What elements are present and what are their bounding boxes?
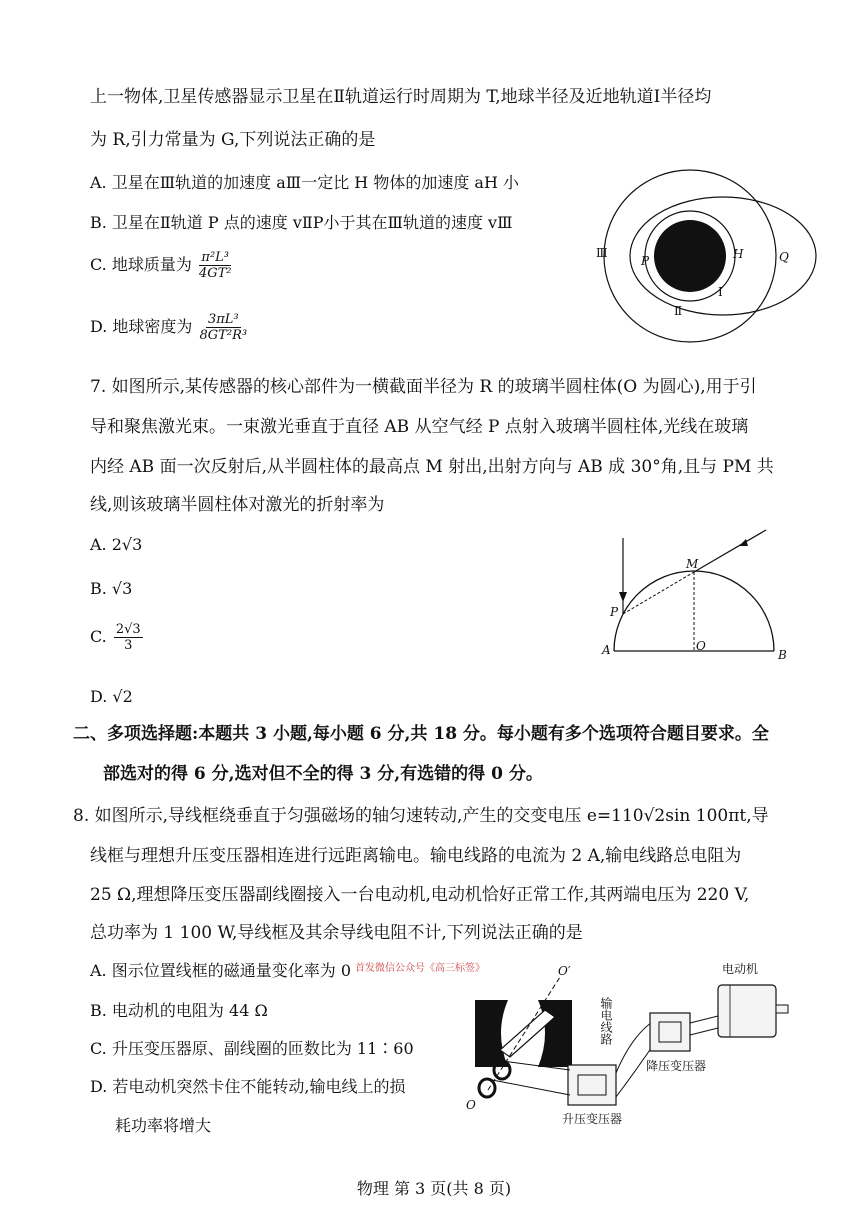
motor-label: 电动机 [722,962,759,976]
axis-bottom-label: O [466,1098,476,1112]
transmission-line-label: 输电线路 [599,997,613,1045]
point-p-label: P [641,254,650,268]
page-footer: 物理 第 3 页(共 8 页) [356,1179,512,1198]
earth-disc [654,220,726,292]
orbit-2-label: Ⅱ [674,304,683,318]
q7-option-b: B. √3 [90,579,133,598]
q8-option-d-line2: 耗功率将增大 [115,1116,212,1135]
motor-shaft [776,1005,788,1013]
orbit-3-label: Ⅲ [596,246,608,260]
axis-top-label: O′ [558,964,571,978]
q8-transmission-figure [460,955,800,1130]
q7-semicircle-figure [598,532,798,667]
orbit-1-label: Ⅰ [718,285,723,299]
q7-option-c-label: C. [90,627,107,646]
q6-option-d [90,312,247,343]
q6-option-b: B. 卫星在Ⅱ轨道 P 点的速度 vⅡP小于其在Ⅲ轨道的速度 vⅢ [90,213,513,232]
incident-arrow [619,592,627,602]
q8-option-c: C. 升压变压器原、副线圈的匝数比为 11∶60 [90,1039,414,1058]
q8-option-a: A. 图示位置线框的磁通量变化率为 0 [90,961,351,980]
q7-option-d: D. √2 [90,687,133,706]
step-up-label: 升压变压器 [562,1112,623,1126]
q7-stem-line4: 线,则该玻璃半圆柱体对激光的折射率为 [90,495,385,515]
q6-option-d-denominator: 8GT²R³ [199,328,248,343]
section2-heading-line2: 部选对的得 6 分,选对但不全的得 3 分,有选错的得 0 分。 [103,764,543,784]
point-p-label: P [610,605,619,619]
point-h-label: H [733,247,744,261]
q7-stem-line3: 内经 AB 面一次反射后,从半圆柱体的最高点 M 射出,出射方向与 AB 成 30°角,且与 PM 共 [90,457,774,477]
q7-option-c-fraction [114,622,143,653]
q7-option-c-denominator: 3 [124,638,133,653]
q6-option-c-label: C. 地球质量为 [90,255,192,274]
step-down-label: 降压变压器 [646,1059,707,1073]
q6-stem-line2: 为 R,引力常量为 G,下列说法正确的是 [90,130,376,150]
q8-stem-line4: 总功率为 1 100 W,导线框及其余导线电阻不计,下列说法正确的是 [90,923,583,943]
point-b-label: B [778,648,787,662]
q8-stem-line3: 25 Ω,理想降压变压器副线圈接入一台电动机,电动机恰好正常工作,其两端电压为 220 V, [90,885,750,905]
motor-wire-1 [690,1015,722,1023]
q6-option-a: A. 卫星在Ⅲ轨道的加速度 aⅢ一定比 H 物体的加速度 aH 小 [90,173,520,192]
q6-option-c-numerator: π²L³ [201,250,230,265]
q7-option-c [90,622,143,653]
q8-option-d-line1: D. 若电动机突然卡住不能转动,输电线上的损 [90,1077,406,1096]
q8-stem-line2: 线框与理想升压变压器相连进行远距离输电。输电线路的电流为 2 A,输电线路总电阻为 [90,846,742,866]
wire-gen-lower [487,1079,570,1095]
q7-option-c-numerator: 2√3 [115,622,141,637]
q6-orbit-figure [590,178,800,348]
q7-option-a: A. 2√3 [90,535,143,554]
point-m-label: M [686,557,699,571]
q8-stem-line1: 8. 如图所示,导线框绕垂直于匀强磁场的轴匀速转动,产生的交变电压 e=110√2sin 100πt,导 [73,806,769,826]
q8-option-b: B. 电动机的电阻为 44 Ω [90,1001,268,1020]
point-a-label: A [602,643,611,657]
magnet-pole-right [538,1000,572,1067]
point-o-label: O [696,639,706,653]
q6-option-c-fraction [199,250,232,281]
q6-option-d-fraction [200,312,248,343]
q7-stem-line1: 7. 如图所示,某传感器的核心部件为一横截面半径为 R 的玻璃半圆柱体(O 为圆心),用于引 [90,377,757,397]
motor-body [718,985,776,1037]
section2-heading-line1: 二、多项选择题:本题共 3 小题,每小题 6 分,共 18 分。每小题有多个选项符合题目要求。全 [73,724,769,744]
point-q-label: Q [779,250,789,264]
q6-option-d-numerator: 3πL³ [207,312,239,327]
q6-option-d-label: D. 地球密度为 [90,317,193,336]
pm-dashed-line [623,572,694,614]
q6-option-c [90,250,232,281]
exit-ray [694,530,766,572]
q7-stem-line2: 导和聚焦激光束。一束激光垂直于直径 AB 从空气经 P 点射入玻璃半圆柱体,光线在玻璃 [90,417,749,437]
motor-wire-2 [690,1027,722,1035]
q6-option-c-denominator: 4GT² [198,266,232,281]
slip-ring-lower [479,1079,495,1097]
q6-stem-line1: 上一物体,卫星传感器显示卫星在Ⅱ轨道运行时周期为 T,地球半径及近地轨道Ⅰ半径均 [90,87,712,107]
magnet-pole-left [475,1000,508,1067]
step-down-transformer [650,1013,690,1051]
step-up-transformer [568,1065,616,1105]
exit-arrow [739,539,748,546]
watermark: 首发微信公众号《高三标签》 [355,963,485,974]
